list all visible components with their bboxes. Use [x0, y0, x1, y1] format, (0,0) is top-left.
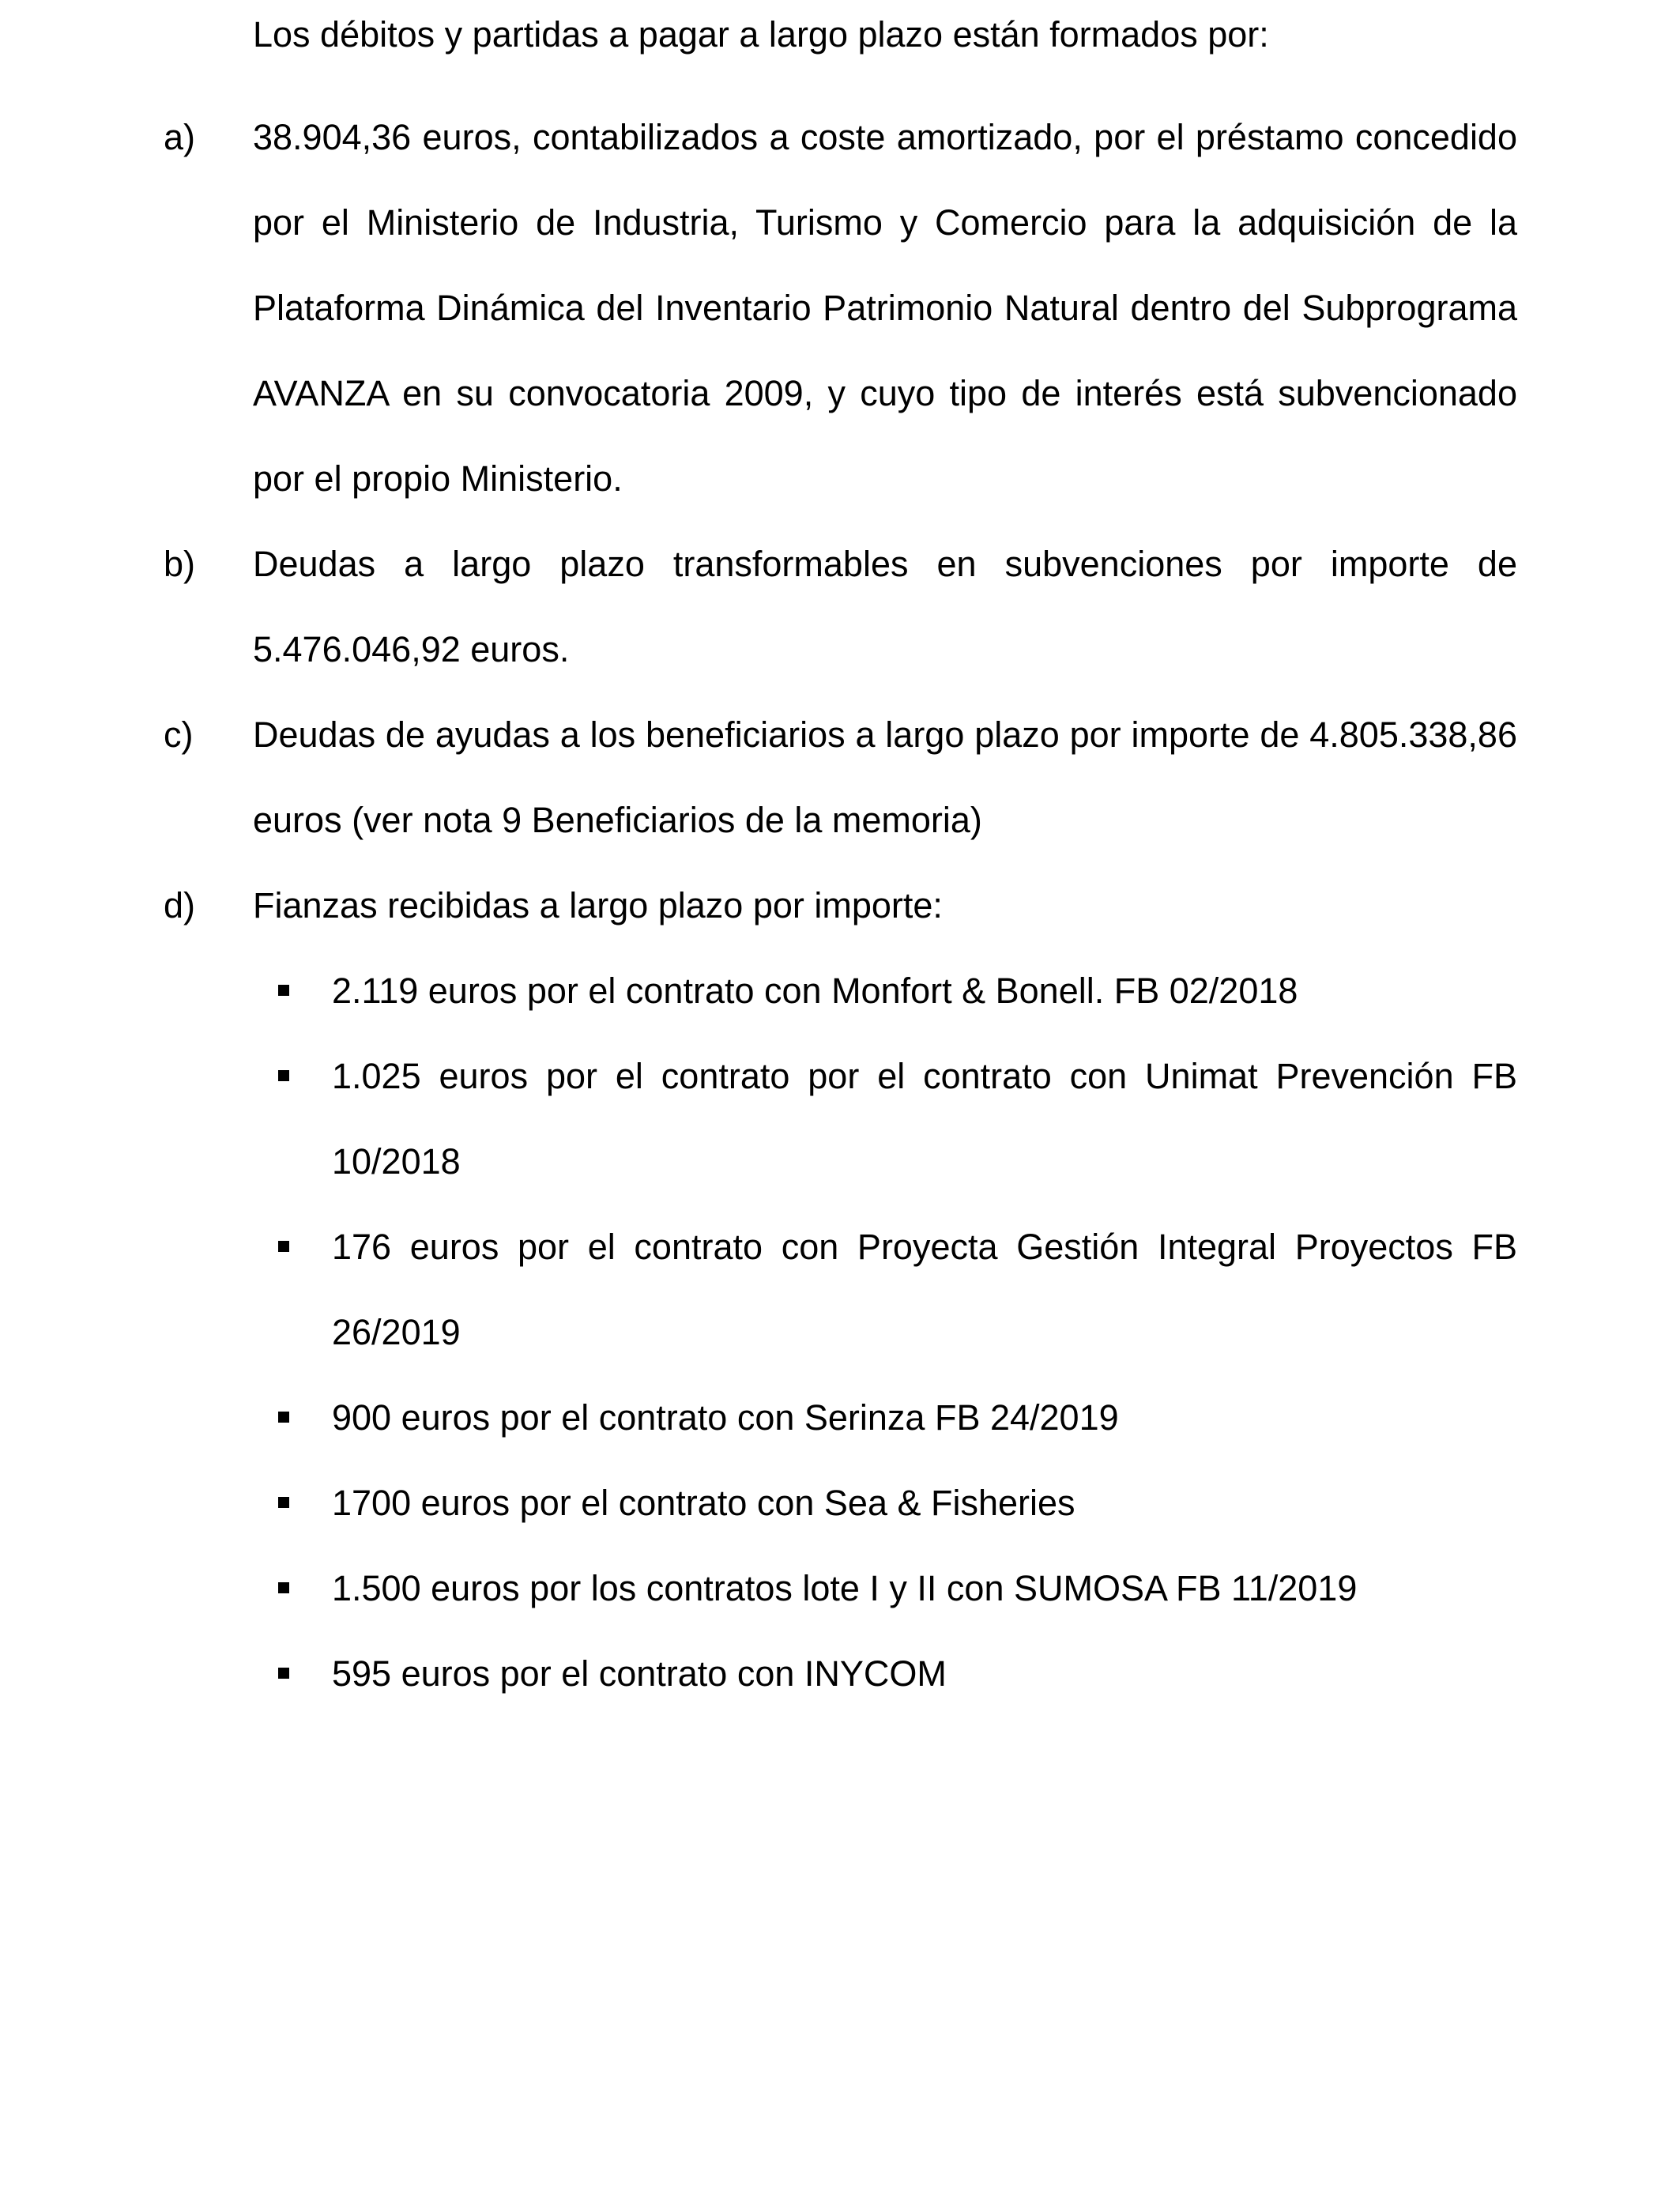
list-marker: a) [164, 117, 196, 157]
square-bullet-icon [278, 1070, 289, 1081]
sublist-item [0, 1034, 1680, 1204]
square-bullet-icon [278, 1412, 289, 1423]
sublist-item [0, 1375, 1680, 1461]
list-item-d [0, 863, 1680, 1717]
sublist-item-text: 2.119 euros por el contrato con Monfort & Bonell. FB 02/2018 [332, 971, 1298, 1011]
list-item-a [0, 95, 1680, 522]
sublist-item [0, 1631, 1680, 1717]
list-item-text: Deudas a largo plazo transformables en subvenciones por importe de 5.476.046,92 euros. [253, 544, 1517, 669]
square-bullet-icon [278, 985, 289, 996]
sublist-item-text: 1.500 euros por los contratos lote I y II con SUMOSA FB 11/2019 [332, 1568, 1358, 1608]
list-item-text: Deudas de ayudas a los beneficiarios a largo plazo por importe de 4.805.338,86 euros (ver nota 9 Beneficiarios de la memoria) [253, 714, 1517, 840]
square-bullet-icon [278, 1582, 289, 1593]
sublist-item-text: 900 euros por el contrato con Serinza FB 24/2019 [332, 1397, 1119, 1438]
sublist-item [0, 1204, 1680, 1375]
intro-paragraph: Los débitos y partidas a pagar a largo plazo están formados por: [253, 14, 1269, 55]
sublist-item-text: 1700 euros por el contrato con Sea & Fisheries [332, 1483, 1075, 1523]
list-item-text: 38.904,36 euros, contabilizados a coste amortizado, por el préstamo concedido por el Ministerio de Industria, Turismo y Comercio para la adquisición de la Plataforma Dinámica del Inventario Patrimonio Natural dentro del Subprograma AVANZA en su convocatoria 2009, y cuyo tipo de interés está subvencionado por el propio Ministerio. [253, 117, 1517, 499]
list-item-b [0, 522, 1680, 692]
square-bullet-icon [278, 1241, 289, 1252]
list-item-c [0, 692, 1680, 863]
deposit-sublist [0, 948, 1680, 1717]
square-bullet-icon [278, 1668, 289, 1679]
sublist-item [0, 1546, 1680, 1631]
list-marker: d) [164, 885, 196, 925]
debt-list [0, 95, 1680, 1717]
sublist-item-text: 1.025 euros por el contrato por el contrato con Unimat Prevención FB 10/2018 [332, 1056, 1517, 1182]
sublist-item-text: 176 euros por el contrato con Proyecta Gestión Integral Proyectos FB 26/2019 [332, 1227, 1517, 1352]
sublist-item [0, 948, 1680, 1034]
list-item-text: Fianzas recibidas a largo plazo por importe: [253, 885, 943, 925]
sublist-item-text: 595 euros por el contrato con INYCOM [332, 1653, 947, 1694]
sublist-item [0, 1461, 1680, 1546]
list-marker: c) [164, 714, 194, 755]
list-marker: b) [164, 544, 196, 584]
square-bullet-icon [278, 1497, 289, 1508]
